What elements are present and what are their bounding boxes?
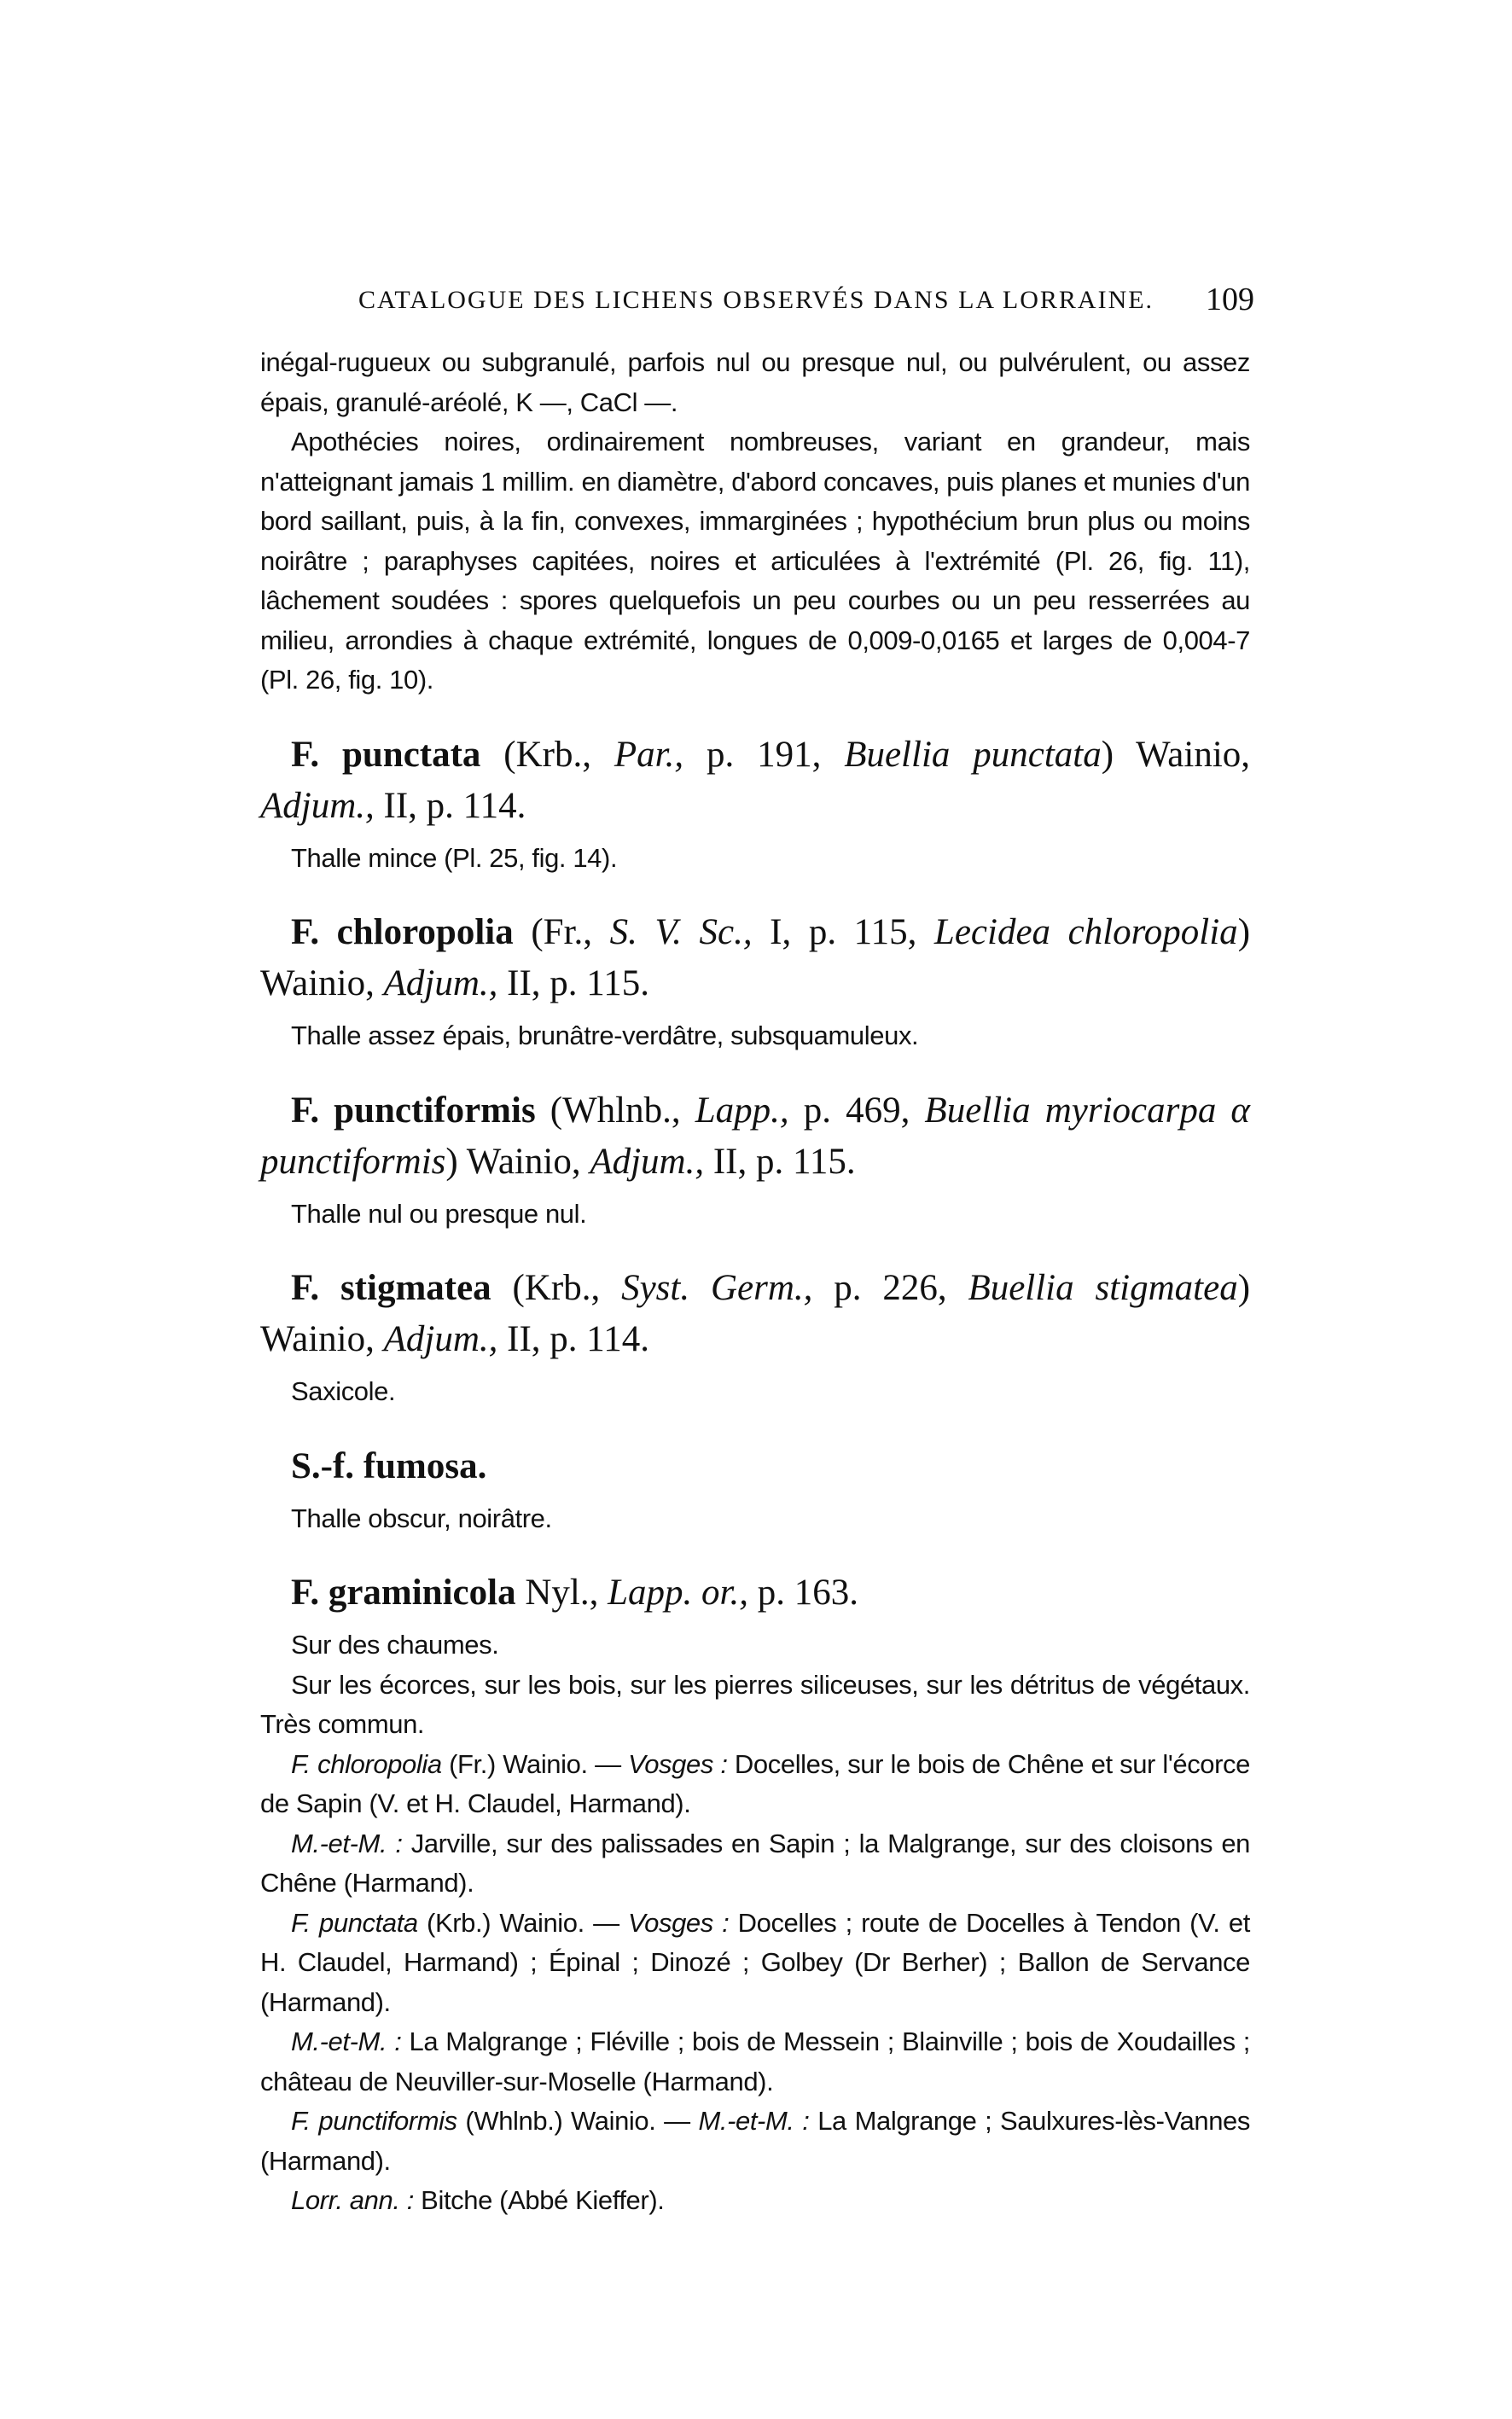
- reference-work: Adjum.,: [590, 1141, 705, 1182]
- citation-author: (Krb.,: [503, 734, 614, 775]
- taxon-name: chloropolia: [336, 912, 514, 952]
- taxon-description: Thalle assez épais, brunâtre-verdâtre, subsquamuleux.: [291, 1021, 919, 1050]
- taxon-heading: [260, 1263, 1250, 1365]
- citation-work: S. V. Sc.,: [609, 912, 753, 952]
- citation-synonym: Buellia stigmatea: [968, 1268, 1238, 1308]
- distribution-taxon: F. punctata: [291, 1907, 418, 1938]
- taxon-rank: F.: [291, 734, 320, 775]
- reference-work: Adjum.,: [260, 785, 375, 826]
- citation-combining-author: ) Wainio,: [260, 912, 1251, 1003]
- taxon-rank: F.: [291, 1268, 320, 1308]
- distribution-block: [260, 1666, 1250, 2221]
- reference-page: II, p. 114.: [374, 785, 526, 826]
- distribution-region: Vosges :: [628, 1748, 728, 1779]
- distribution-region: M.-et-M. :: [291, 1828, 403, 1858]
- distribution-localities: Jarville, sur des palissades en Sapin ; la Malgrange, sur des cloisons en Chêne (Harmand).: [260, 1828, 1251, 1898]
- intro-paragraph-2: Apothécies noires, ordinairement nombreuses, variant en grandeur, mais n'atteignant jamais 1 millim. en diamètre, d'abord concaves, puis planes et munies d'un bord saillant, puis, à la fin, convexes, immarginées ; hypothécium brun plus ou moins noirâtre ; paraphyses capitées, noires et articulées à l'extrémité (Pl. 26, fig. 11), lâchement soudées : spores quelquefois un peu courbes ou un peu resserrées au milieu, arrondies à chaque extrémité, longues de 0,009-0,0165 et larges de 0,004-7 (Pl. 26, fig. 10).: [260, 427, 1250, 695]
- citation-page: p. 226,: [812, 1268, 968, 1308]
- distribution-line: [260, 2102, 1250, 2181]
- taxon-heading: [260, 1567, 1250, 1619]
- page-header: [358, 282, 1254, 323]
- distribution-region: Vosges :: [628, 1907, 730, 1938]
- subform-heading: [260, 1441, 1250, 1492]
- page-number: 109: [1206, 282, 1254, 317]
- taxon-name: stigmatea: [340, 1268, 491, 1308]
- taxon-heading: [260, 907, 1250, 1009]
- citation-page: p. 469,: [788, 1090, 925, 1131]
- citation-work: Par.,: [614, 734, 684, 775]
- taxon-description: Thalle mince (Pl. 25, fig. 14).: [291, 842, 618, 873]
- distribution-line: [260, 1904, 1250, 2023]
- intro-paragraph-1: inégal-rugueux ou subgranulé, parfois nul ou presque nul, ou pulvérulent, ou assez épais, granulé-aréolé, K —, CaCl —.: [260, 347, 1250, 417]
- citation-work: Lapp.,: [695, 1090, 789, 1131]
- taxon-description: Thalle nul ou presque nul.: [291, 1198, 587, 1229]
- citation-combining-author: ) Wainio,: [445, 1141, 590, 1182]
- citation-combining-author: ) Wainio,: [1101, 734, 1251, 775]
- distribution-localities: La Malgrange ; Fléville ; bois de Messein ; Blainville ; bois de Xoudailles ; château de Neuviller-sur-Moselle (Harmand).: [260, 2026, 1250, 2096]
- running-title: CATALOGUE DES LICHENS OBSERVÉS DANS LA LORRAINE.: [358, 286, 1154, 314]
- distribution-general: Sur les écorces, sur les bois, sur les pierres siliceuses, sur les détritus de végétaux. Très commun.: [260, 1669, 1250, 1739]
- reference-page: II, p. 115.: [497, 963, 649, 1003]
- taxon-name: punctata: [341, 734, 481, 775]
- distribution-localities: Bitche (Abbé Kieffer).: [413, 2185, 665, 2215]
- distribution-taxon: F. punctiformis: [291, 2106, 457, 2136]
- distribution-taxon: F. chloropolia: [291, 1748, 442, 1779]
- subform-name: fumosa.: [363, 1445, 487, 1486]
- citation-author: (Krb.,: [512, 1268, 622, 1308]
- citation-synonym: Buellia myriocarpa α punctiformis: [260, 1090, 1251, 1182]
- citation-synonym: Buellia punctata: [844, 734, 1102, 775]
- distribution-region: M.-et-M. :: [698, 2106, 810, 2136]
- taxon-description: Sur des chaumes.: [291, 1630, 499, 1660]
- taxon-rank: F.: [291, 912, 320, 952]
- subform-rank: S.-f.: [291, 1445, 355, 1486]
- taxon-name: punctiformis: [334, 1090, 536, 1131]
- citation-work: Syst. Germ.,: [621, 1268, 813, 1308]
- distribution-line: [260, 2022, 1250, 2102]
- distribution-localities: Docelles ; route de Docelles à Tendon (V. et H. Claudel, Harmand) ; Épinal ; Dinozé ; Golbey (Dr Berher) ; Ballon de Servance (Harmand).: [260, 1907, 1250, 2017]
- distribution-region: Lorr. ann. :: [291, 2185, 414, 2215]
- citation-page: p. 163.: [747, 1573, 858, 1613]
- taxon-rank: F.: [291, 1090, 320, 1131]
- citation-author: (Whlnb.,: [550, 1090, 695, 1131]
- taxon-heading: [260, 730, 1250, 832]
- distribution-localities: La Malgrange ; Saulxures-lès-Vannes (Harmand).: [260, 2106, 1250, 2176]
- citation-page: I, p. 115,: [752, 912, 934, 952]
- taxon-heading: [260, 1085, 1250, 1188]
- page-body: [260, 343, 1250, 2221]
- taxon-name: graminicola: [328, 1573, 516, 1613]
- taxon-description: Saxicole.: [291, 1376, 396, 1406]
- citation-author: (Fr.,: [531, 912, 610, 952]
- distribution-line: [260, 1824, 1250, 1904]
- citation-author: Nyl.,: [515, 1573, 608, 1613]
- citation-combining-author: ) Wainio,: [260, 1268, 1251, 1359]
- taxon-rank: F.: [291, 1573, 320, 1613]
- citation-synonym: Lecidea chloropolia: [933, 912, 1238, 952]
- citation-page: p. 191,: [683, 734, 845, 775]
- distribution-region: M.-et-M. :: [291, 2026, 402, 2056]
- distribution-author: (Krb.) Wainio. —: [417, 1907, 628, 1938]
- distribution-line: [260, 1745, 1250, 1824]
- reference-page: II, p. 114.: [497, 1319, 649, 1359]
- citation-work: Lapp. or.,: [608, 1573, 748, 1613]
- reference-page: II, p. 115.: [704, 1141, 856, 1182]
- distribution-localities: Docelles, sur le bois de Chêne et sur l'écorce de Sapin (V. et H. Claudel, Harmand).: [260, 1748, 1250, 1818]
- reference-work: Adjum.,: [383, 1319, 498, 1359]
- distribution-author: (Fr.) Wainio. —: [441, 1748, 629, 1779]
- distribution-line: [260, 2181, 1250, 2221]
- reference-work: Adjum.,: [383, 963, 498, 1003]
- subform-description: Thalle obscur, noirâtre.: [291, 1503, 552, 1533]
- distribution-author: (Whlnb.) Wainio. —: [457, 2106, 699, 2136]
